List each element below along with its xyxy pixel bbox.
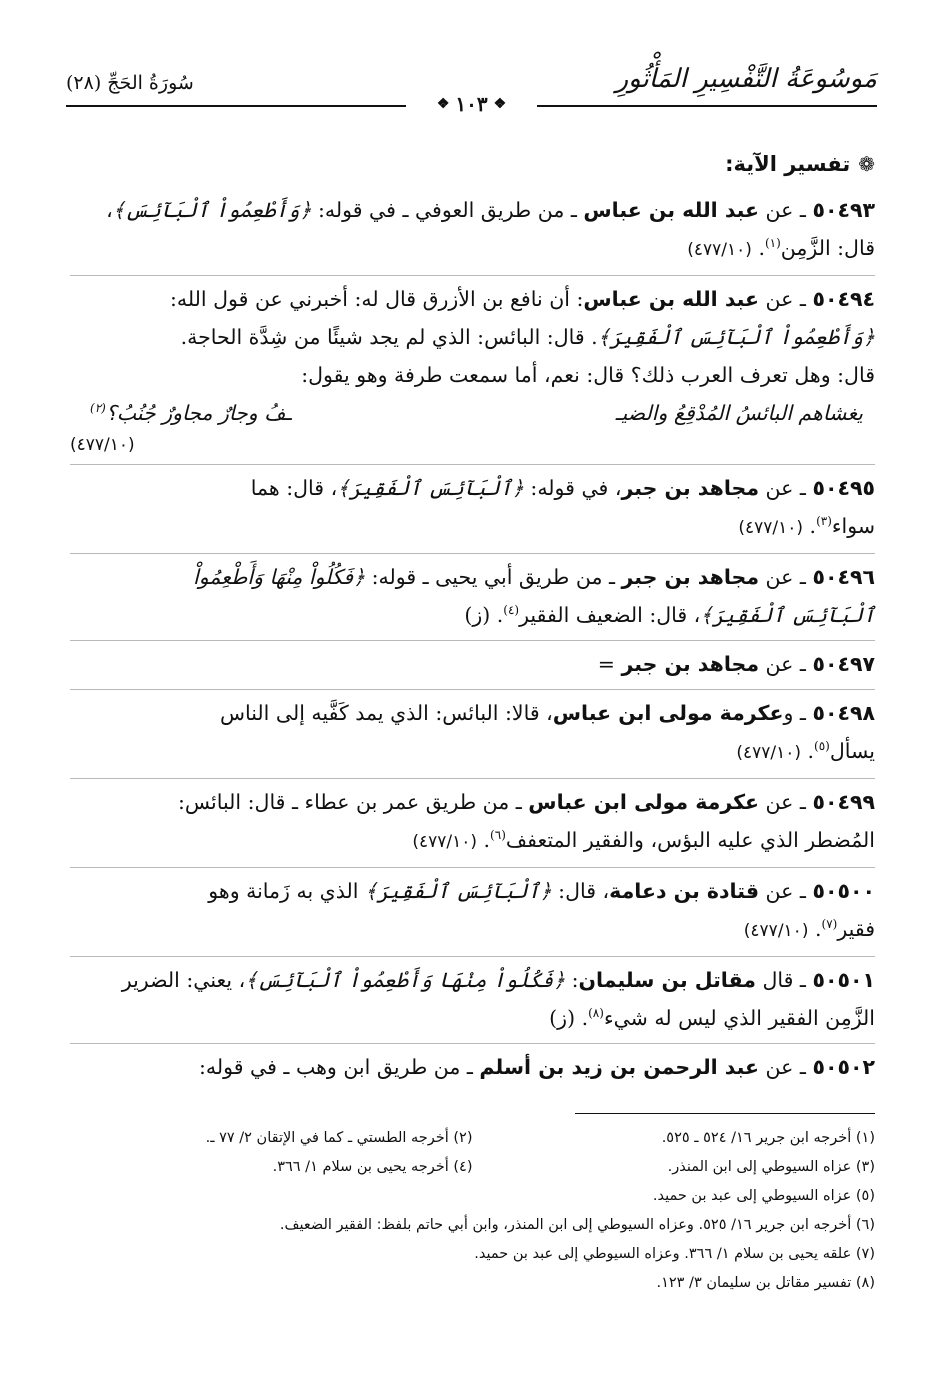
entry-text: قال: الزَّمِن bbox=[780, 236, 875, 260]
volume-reference: (٤٧٧/١٠) bbox=[743, 921, 809, 941]
verse-hemistich-left bbox=[90, 394, 291, 432]
entry-text: ـ من طريق العوفي ـ في قوله: bbox=[311, 198, 584, 222]
footnote-marker: (٣) bbox=[816, 514, 832, 529]
ornament-icon: ❖ bbox=[436, 96, 450, 112]
narration-entry bbox=[70, 957, 875, 1044]
entry-line bbox=[70, 872, 875, 910]
entry-line bbox=[70, 910, 875, 950]
entry-line bbox=[70, 507, 875, 547]
narrator-name: عبد الله بن عباس bbox=[583, 287, 760, 311]
entry-text: الزَّمِن الفقير الذي ليس له شيء bbox=[603, 1006, 875, 1030]
entry-text: = bbox=[597, 652, 622, 676]
ornament-icon: ❖ bbox=[493, 96, 507, 112]
volume-reference: (٤٧٧/١٠) bbox=[736, 743, 801, 763]
narrator-name: عكرمة مولى ابن عباس bbox=[552, 701, 784, 725]
entry-line bbox=[70, 1048, 875, 1086]
footnotes bbox=[70, 1124, 875, 1298]
entry-number: ٥٠٤٩٥ bbox=[812, 476, 875, 500]
entry-number: ٥٠٤٩٩ bbox=[812, 790, 875, 814]
narrator-name: قتادة بن دعامة bbox=[609, 879, 760, 903]
entry-text: ـ عن bbox=[759, 565, 813, 589]
section-heading-text: تفسير الآية: bbox=[725, 152, 851, 176]
footnote-4: (٤) أخرجه يحيى بن سلام ١/ ٣٦٦. bbox=[272, 1159, 473, 1175]
footnote-3: (٣) عزاه السيوطي إلى ابن المنذر. bbox=[667, 1159, 875, 1175]
entry-text: ـ من طريق ابن وهب ـ في قوله: bbox=[198, 1055, 480, 1079]
entry-text: ، قال: الضعيف الفقير bbox=[519, 603, 701, 627]
entry-number: ٥٠٤٩٣ bbox=[812, 198, 875, 222]
entry-text: ، في قوله: bbox=[523, 476, 622, 500]
entry-text: ـ عن bbox=[759, 198, 813, 222]
quran-quote: ﴿فَكُلُواْ مِنْهَا وَأَطْعِمُواْ bbox=[193, 565, 366, 589]
entry-line bbox=[70, 821, 875, 861]
narration-entry bbox=[70, 1044, 875, 1092]
entry-text: ، قال: bbox=[551, 879, 610, 903]
quran-quote: ﴿وَأَطْعِمُواْ ٱلْبَآئِسَ﴾ bbox=[112, 198, 312, 222]
narration-entry bbox=[70, 779, 875, 868]
footnote-5: (٥) عزاه السيوطي إلى عبد بن حميد. bbox=[652, 1188, 875, 1204]
quran-quote: ٱلْبَآئِسَ ٱلْفَقِيرَ﴾ bbox=[700, 603, 875, 627]
main-content bbox=[70, 145, 875, 1092]
footnote-marker: (٦) bbox=[490, 828, 506, 843]
flower-ornament-icon: ❁ bbox=[858, 152, 875, 176]
quran-quote: ﴿ٱلْبَآئِسَ ٱلْفَقِيرَ﴾ bbox=[337, 476, 524, 500]
entry-text: : bbox=[565, 968, 579, 992]
entry-text: ـ من طريق عمر بن عطاء ـ قال: البائس: bbox=[178, 790, 529, 814]
entry-number: ٥٠٤٩٨ bbox=[812, 701, 875, 725]
entry-text: ، قالا: البائس: الذي يمد كَفَّيه إلى الناس bbox=[219, 701, 553, 725]
entry-text: . bbox=[751, 236, 765, 260]
entry-text: ، قال: هما bbox=[250, 476, 338, 500]
entry-text: . bbox=[808, 917, 822, 941]
entries-list bbox=[70, 187, 875, 1092]
entry-line bbox=[70, 596, 875, 634]
narration-entry bbox=[70, 690, 875, 779]
entry-text: . bbox=[800, 739, 815, 763]
narration-entry bbox=[70, 554, 875, 641]
narrator-name: مجاهد بن جبر bbox=[621, 476, 760, 500]
entry-line bbox=[70, 783, 875, 821]
entry-text: ، يعني: الضرير bbox=[121, 968, 246, 992]
footnote-marker: (٨) bbox=[588, 1006, 604, 1021]
entry-line bbox=[70, 280, 875, 318]
footnote-8: (٨) تفسير مقاتل بن سليمان ٣/ ١٢٣. bbox=[656, 1275, 875, 1291]
entry-line bbox=[70, 318, 875, 356]
entry-line bbox=[70, 229, 875, 269]
volume-reference: (٤٧٧/١٠) bbox=[70, 435, 135, 455]
entry-number: ٥٠٤٩٦ bbox=[812, 565, 875, 589]
entry-text: ـ قال bbox=[755, 968, 813, 992]
entry-text: سواء bbox=[831, 514, 875, 538]
footnote-1: (١) أخرجه ابن جرير ١٦/ ٥٢٤ ـ ٥٢٥. bbox=[661, 1130, 875, 1146]
entry-text: يسأل bbox=[829, 739, 875, 763]
entry-text: ـ من طريق أبي يحيى ـ قوله: bbox=[365, 565, 622, 589]
entry-text: ـ عن bbox=[759, 879, 813, 903]
footnote-7: (٧) علقه يحيى بن سلام ١/ ٣٦٦. وعزاه السيوطي إلى عبد بن حميد. bbox=[474, 1246, 875, 1262]
section-heading bbox=[70, 145, 875, 183]
narrator-name: مقاتل بن سليمان bbox=[578, 968, 756, 992]
narration-entry bbox=[70, 276, 875, 465]
narration-entry bbox=[70, 868, 875, 957]
entry-text: ـ عن bbox=[759, 287, 813, 311]
entry-text: . (ز) bbox=[549, 1006, 589, 1030]
entry-line bbox=[70, 558, 875, 596]
footnote-marker: (٢) bbox=[90, 401, 106, 416]
entry-line bbox=[70, 191, 875, 229]
narrator-name: مجاهد بن جبر bbox=[621, 565, 760, 589]
footnote-6: (٦) أخرجه ابن جرير ١٦/ ٥٢٥. وعزاه السيوطي إلى ابن المنذر، وابن أبي حاتم بلفظ: الفقير الضعيف. bbox=[279, 1217, 875, 1233]
quran-quote: ﴿ٱلْبَآئِسَ ٱلْفَقِيرَ﴾ bbox=[364, 879, 552, 903]
header-rule-left bbox=[66, 105, 406, 107]
narrator-name: عبد الرحمن بن زيد بن أسلم bbox=[479, 1055, 760, 1079]
entry-text: . bbox=[477, 828, 491, 852]
verse-hemistich-left-text: ـفُ وجارٌ مجاورٌ جُنُبُ؟ bbox=[105, 401, 292, 425]
footnote-rule bbox=[575, 1113, 875, 1114]
entry-text: ـ عن bbox=[759, 1055, 813, 1079]
quran-quote: ﴿وَأَطْعِمُواْ ٱلْبَآئِسَ ٱلْفَقِيرَ﴾ bbox=[597, 325, 875, 349]
entry-number: ٥٠٥٠٠ bbox=[812, 879, 875, 903]
quran-quote: ﴿فَكُلُواْ مِنْهَا وَأَطْعِمُواْ ٱلْبَآئِسَ﴾ bbox=[245, 968, 566, 992]
entry-text: ـ و bbox=[783, 701, 813, 725]
entry-text: الذي به زَمانة وهو bbox=[208, 879, 365, 903]
footnote-marker: (١) bbox=[764, 236, 781, 251]
narrator-name: عبد الله بن عباس bbox=[583, 198, 760, 222]
entry-number: ٥٠٥٠٢ bbox=[812, 1055, 875, 1079]
narrator-name: مجاهد بن جبر bbox=[621, 652, 760, 676]
poetry-verse bbox=[70, 394, 875, 432]
entry-line bbox=[70, 999, 875, 1037]
volume-reference: (٤٧٧/١٠) bbox=[412, 832, 477, 852]
page-number-block bbox=[437, 92, 506, 116]
verse-hemistich-right: يغشاهم البائسُ المُدْقِعُ والضيـ bbox=[615, 401, 863, 425]
volume-reference: (٤٧٧/١٠) bbox=[687, 240, 752, 260]
entry-text: . bbox=[803, 514, 817, 538]
narration-entry bbox=[70, 187, 875, 276]
entry-line bbox=[70, 732, 875, 772]
volume-reference: (٤٧٧/١٠) bbox=[738, 518, 804, 538]
book-title: مَوسُوعَةُ التَّفْسِيرِ المَأْثُورِ bbox=[615, 64, 877, 94]
page-number: ١٠٣ bbox=[455, 92, 488, 116]
entry-line bbox=[70, 694, 875, 732]
entry-text: قال: وهل تعرف العرب ذلك؟ قال: نعم، أما سمعت طرفة وهو يقول: bbox=[301, 363, 875, 387]
narrator-name: عكرمة مولى ابن عباس bbox=[528, 790, 760, 814]
footnote-marker: (٤) bbox=[503, 603, 520, 618]
footnote-marker: (٥) bbox=[814, 739, 830, 754]
entry-number: ٥٠٤٩٤ bbox=[812, 287, 875, 311]
entry-text: : أن نافع بن الأزرق قال له: أخبرني عن قول الله: bbox=[170, 287, 584, 311]
entry-text: المُضطر الذي عليه البؤس، والفقير المتعفف bbox=[505, 828, 875, 852]
entry-text: فقير bbox=[837, 917, 875, 941]
footnote-row bbox=[70, 1124, 875, 1153]
footnote-2: (٢) أخرجه الطستي ـ كما في الإتقان ٢/ ٧٧ ـ. bbox=[205, 1130, 473, 1146]
entry-number: ٥٠٤٩٧ bbox=[812, 652, 875, 676]
header-rule-right bbox=[537, 105, 877, 107]
entry-text: . قال: البائس: الذي لم يجد شيئًا من شِدَّة الحاجة. bbox=[180, 325, 598, 349]
entry-text: . (ز) bbox=[464, 603, 504, 627]
entry-text: ـ عن bbox=[759, 476, 813, 500]
entry-line bbox=[70, 645, 875, 683]
entry-text: ، bbox=[106, 198, 113, 222]
entry-line bbox=[70, 961, 875, 999]
entry-line bbox=[70, 469, 875, 507]
narration-entry bbox=[70, 641, 875, 690]
entry-line bbox=[70, 356, 875, 394]
footnote-row bbox=[70, 1153, 875, 1182]
surah-title: سُورَةُ الحَجِّ (٢٨) bbox=[66, 72, 194, 94]
footnote-marker: (٧) bbox=[821, 917, 838, 932]
entry-number: ٥٠٥٠١ bbox=[812, 968, 875, 992]
entry-text: ـ عن bbox=[759, 790, 813, 814]
narration-entry bbox=[70, 465, 875, 554]
entry-text: ـ عن bbox=[759, 652, 813, 676]
